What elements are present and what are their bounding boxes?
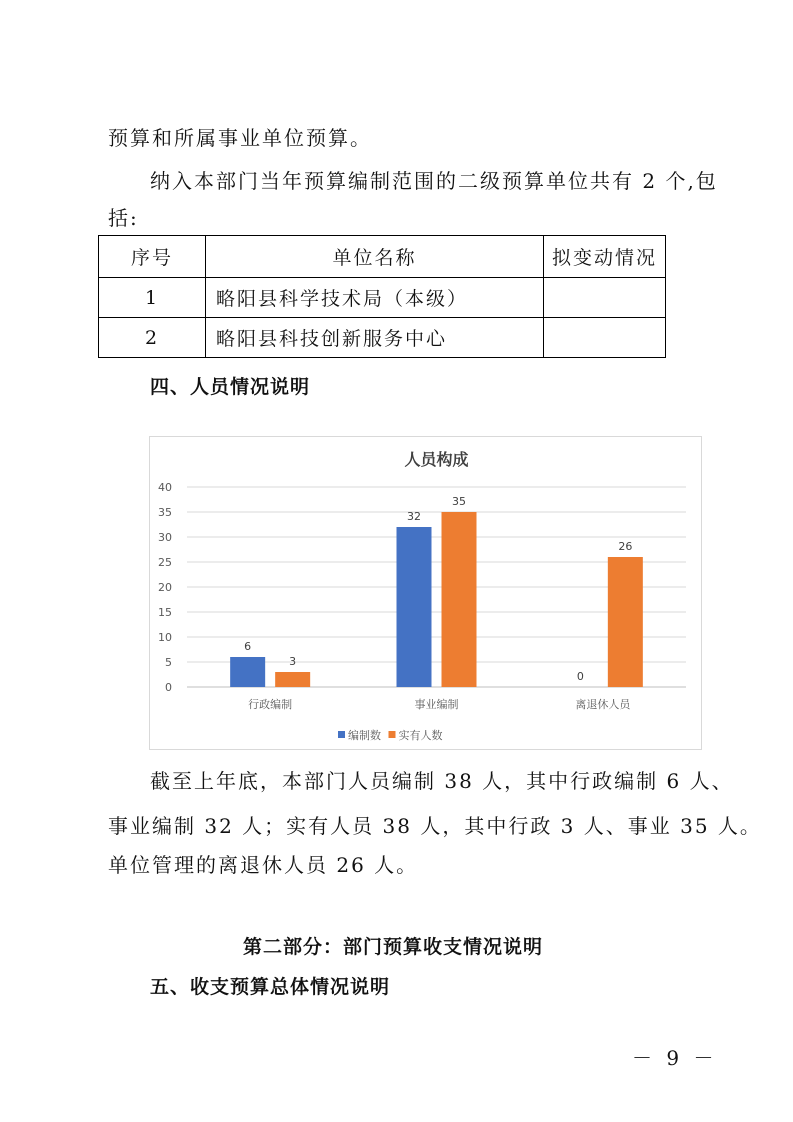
page-number: － 9 － — [632, 1046, 718, 1070]
y-tick-label: 20 — [158, 581, 172, 594]
paragraph-staff-line1: 截至上年底，本部门人员编制 38 人，其中行政编制 6 人、 — [150, 769, 734, 793]
section-heading-budget: 五、收支预算总体情况说明 — [150, 976, 391, 998]
data-label: 35 — [452, 495, 466, 508]
x-tick-label: 行政编制 — [248, 698, 293, 711]
y-tick-label: 10 — [158, 631, 172, 644]
table-row — [99, 278, 666, 318]
chart-title: 人员构成 — [404, 450, 469, 469]
paragraph-units-intro-line2: 括: — [108, 206, 139, 230]
staff-bar-chart — [150, 437, 701, 749]
header-unit-name: 单位名称 — [206, 236, 544, 278]
y-tick-label: 25 — [158, 556, 172, 569]
units-table — [98, 235, 666, 358]
table-header-row — [99, 236, 666, 278]
header-change: 拟变动情况 — [544, 236, 666, 278]
data-label: 0 — [576, 670, 584, 683]
data-label: 26 — [618, 540, 633, 553]
paragraph-units-intro-line1: 纳入本部门当年预算编制范围的二级预算单位共有 2 个,包 — [150, 169, 718, 193]
y-tick-label: 0 — [165, 681, 172, 694]
row-unit-name: 略阳县科学技术局（本级） — [206, 278, 544, 318]
paragraph-staff-line3: 单位管理的离退休人员 26 人。 — [108, 853, 419, 877]
staff-chart — [149, 436, 702, 750]
header-serial: 序号 — [99, 236, 206, 278]
bar — [442, 512, 477, 687]
legend-swatch — [338, 731, 345, 738]
x-tick-label: 事业编制 — [414, 698, 459, 711]
row-unit-name: 略阳县科技创新服务中心 — [206, 318, 544, 358]
y-tick-label: 30 — [158, 531, 172, 544]
bar — [397, 527, 432, 687]
row-serial: 2 — [99, 318, 206, 358]
part-heading: 第二部分：部门预算收支情况说明 — [243, 936, 544, 958]
legend-swatch — [389, 731, 396, 738]
data-label: 32 — [407, 510, 421, 523]
x-tick-label: 离退休人员 — [575, 698, 631, 711]
data-label: 6 — [244, 640, 252, 653]
bar — [608, 557, 643, 687]
legend-label: 实有人数 — [398, 729, 443, 742]
legend-label: 编制数 — [348, 729, 381, 742]
y-tick-label: 15 — [158, 606, 172, 619]
bar — [275, 672, 310, 687]
paragraph-continuation: 预算和所属事业单位预算。 — [108, 126, 372, 150]
section-heading-staff: 四、人员情况说明 — [150, 376, 311, 398]
data-label: 3 — [289, 655, 297, 668]
y-tick-label: 5 — [165, 656, 172, 669]
paragraph-staff-line2: 事业编制 32 人；实有人员 38 人，其中行政 3 人、事业 35 人。 — [108, 814, 762, 838]
row-change — [544, 318, 666, 358]
y-tick-label: 40 — [158, 481, 172, 494]
row-serial: 1 — [99, 278, 206, 318]
y-tick-label: 35 — [158, 506, 172, 519]
row-change — [544, 278, 666, 318]
bar — [230, 657, 265, 687]
table-row — [99, 318, 666, 358]
